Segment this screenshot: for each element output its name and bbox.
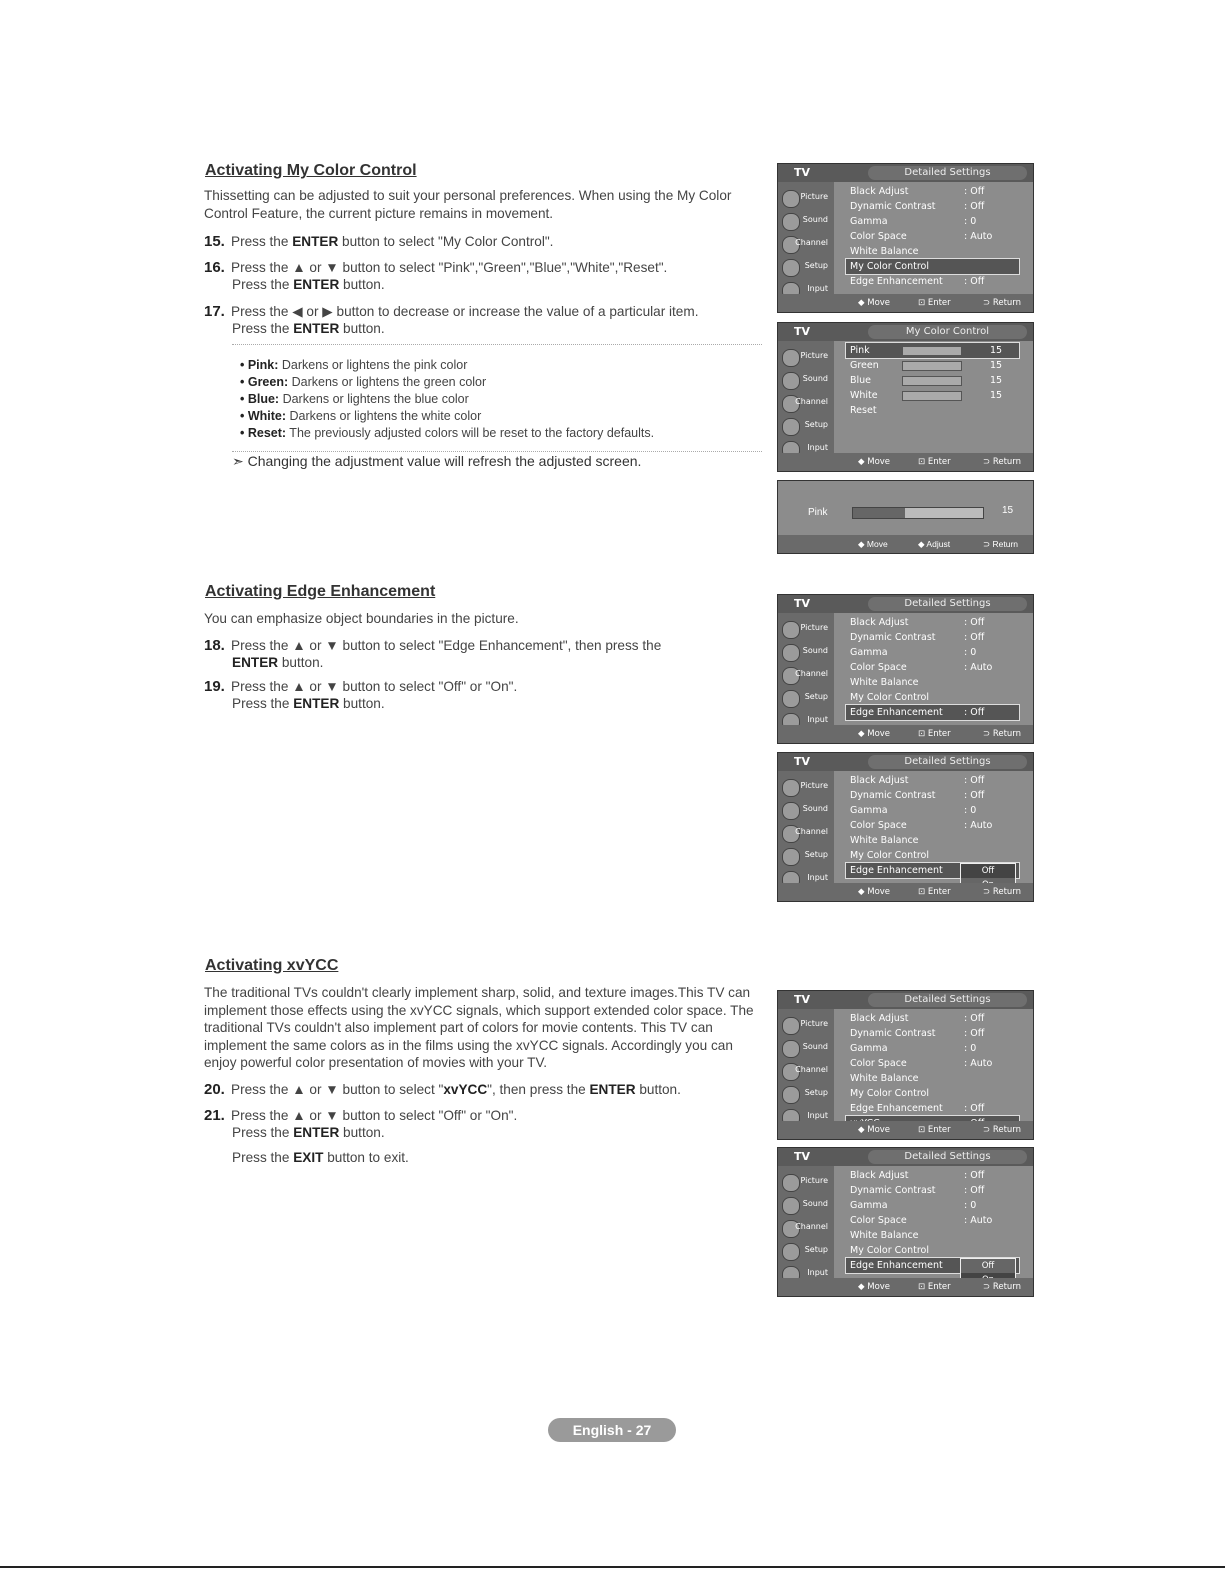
menu-item-label: Gamma bbox=[850, 805, 888, 816]
menu-item[interactable] bbox=[846, 1183, 1019, 1198]
menu-item-value: : Off bbox=[964, 201, 985, 212]
menu-item[interactable] bbox=[846, 773, 1019, 788]
menu-item[interactable] bbox=[846, 660, 1019, 675]
menu-help-bar bbox=[778, 453, 1033, 471]
bullet-text: Darkens or lightens the white color bbox=[286, 409, 482, 423]
menu-sidebar-input[interactable]: Input bbox=[807, 1268, 828, 1277]
step-text: Press the ▲ or ▼ button to select " bbox=[231, 1082, 444, 1097]
menu-item-label: Dynamic Contrast bbox=[850, 201, 936, 212]
menu-item-label: Color Space bbox=[850, 1215, 907, 1226]
menu-help-bar bbox=[778, 883, 1033, 901]
menu-title: Detailed Settings bbox=[868, 1150, 1027, 1164]
menu-item-label: Gamma bbox=[850, 1043, 888, 1054]
menu-help-ret: ⊃ Return bbox=[983, 539, 1018, 549]
menu-item-value: 15 bbox=[990, 375, 1003, 386]
bullet-text: Darkens or lightens the green color bbox=[288, 375, 487, 389]
color-bullet-list bbox=[232, 344, 762, 452]
menu-item[interactable] bbox=[846, 848, 1019, 863]
menu-item[interactable] bbox=[846, 1071, 1019, 1086]
menu-item-value: 15 bbox=[990, 390, 1003, 401]
menu-sidebar-setup[interactable]: Setup bbox=[804, 850, 828, 859]
step-text: button. bbox=[339, 277, 385, 292]
step-number: 16. bbox=[204, 259, 225, 276]
pink-value: 15 bbox=[1002, 505, 1014, 516]
menu-sidebar-sound[interactable]: Sound bbox=[802, 1199, 828, 1208]
menu-item[interactable] bbox=[846, 803, 1019, 818]
menu-help-ret: ⊃ Return bbox=[983, 1125, 1022, 1135]
menu-sidebar-input[interactable]: Input bbox=[807, 1111, 828, 1120]
menu-item-label: Green bbox=[850, 360, 879, 371]
menu-item-label: Black Adjust bbox=[850, 1013, 909, 1024]
menu-sidebar-input[interactable]: Input bbox=[807, 284, 828, 293]
menu-sidebar-channel[interactable]: Channel bbox=[795, 669, 828, 678]
menu-item-value: : Off bbox=[964, 775, 985, 786]
menu-item[interactable] bbox=[846, 1228, 1019, 1243]
menu-item-value: : Off bbox=[964, 1028, 985, 1039]
bullet-label: • Reset: bbox=[240, 426, 287, 440]
menu-sidebar-sound[interactable]: Sound bbox=[802, 374, 828, 383]
menu-item[interactable] bbox=[846, 1041, 1019, 1056]
menu-item-value: : 0 bbox=[964, 647, 977, 658]
menu-item-value: : Off bbox=[964, 186, 985, 197]
step-text: Press the bbox=[232, 321, 294, 336]
menu-help-move: ◆ Move bbox=[858, 887, 891, 897]
xvycc-keyword: xvYCC bbox=[443, 1082, 488, 1097]
pink-slider[interactable] bbox=[852, 507, 984, 519]
menu-help-move: ◆ Move bbox=[858, 539, 888, 549]
bullet-blue bbox=[232, 391, 762, 408]
step-exit bbox=[232, 1149, 792, 1166]
menu-help-enter: ⊡ Enter bbox=[918, 1125, 951, 1135]
menu-item-value: : Off bbox=[964, 617, 985, 628]
menu-help-move: ◆ Move bbox=[858, 729, 891, 739]
menu-item-value: : 0 bbox=[964, 805, 977, 816]
menu-item-label: Color Space bbox=[850, 1058, 907, 1069]
menu-item-value: : Auto bbox=[964, 1215, 993, 1226]
menu-help-bar bbox=[778, 535, 1033, 553]
bullet-text: The previously adjusted colors will be reset to the factory defaults. bbox=[286, 426, 655, 440]
menu-item[interactable] bbox=[846, 833, 1019, 848]
menu-item-label: Blue bbox=[850, 375, 872, 386]
menu-item-value: : Off bbox=[964, 790, 985, 801]
step-19 bbox=[204, 678, 764, 712]
menu-sidebar-setup[interactable]: Setup bbox=[804, 692, 828, 701]
menu-item-value: : Off bbox=[964, 276, 985, 287]
menu-sidebar bbox=[778, 341, 834, 453]
enter-keyword: ENTER bbox=[293, 321, 340, 336]
section-title-xvycc: Activating xvYCC bbox=[205, 957, 339, 974]
menu-title: My Color Control bbox=[868, 325, 1027, 339]
step-number: 17. bbox=[204, 303, 225, 320]
pink-adjust-panel bbox=[777, 480, 1034, 554]
bullet-white bbox=[232, 408, 762, 425]
step-text: button. bbox=[339, 321, 385, 336]
page-footer: English - 27 bbox=[548, 1418, 676, 1442]
page-bottom-rule bbox=[0, 1566, 1225, 1568]
menu-item-value: : Off bbox=[964, 1185, 985, 1196]
menu-item[interactable] bbox=[846, 675, 1019, 690]
menu-item[interactable] bbox=[846, 1101, 1019, 1116]
dropdown-option-off[interactable]: Off bbox=[981, 1261, 995, 1271]
menu-help-bar bbox=[778, 1121, 1033, 1139]
menu-item-slider bbox=[902, 376, 962, 386]
step-text: Press the ▲ or ▼ button to select "Off" or "On". bbox=[231, 1108, 518, 1123]
menu-item[interactable] bbox=[846, 1168, 1019, 1183]
menu-help-ret: ⊃ Return bbox=[983, 887, 1022, 897]
step-text: button to exit. bbox=[323, 1150, 409, 1165]
menu-item-label: Reset bbox=[850, 405, 877, 416]
menu-title: Detailed Settings bbox=[868, 597, 1027, 611]
menu-item-slider bbox=[902, 361, 962, 371]
step-text: button. bbox=[278, 655, 324, 670]
step-text: Press the ▲ or ▼ button to select "Edge Enhancement", then press the bbox=[231, 638, 662, 653]
menu-sidebar-setup[interactable]: Setup bbox=[804, 420, 828, 429]
menu-help-enter: ⊡ Enter bbox=[918, 457, 951, 467]
menu-item[interactable] bbox=[846, 343, 1019, 358]
menu-item-label: Black Adjust bbox=[850, 1170, 909, 1181]
menu-help-enter: ⊡ Enter bbox=[918, 298, 951, 308]
menu-item-label: White Balance bbox=[850, 246, 919, 257]
menu-item-label: My Color Control bbox=[850, 1088, 930, 1099]
tv-menu-panel bbox=[777, 163, 1034, 313]
menu-item-label: White Balance bbox=[850, 1073, 919, 1084]
menu-item-value: : Off bbox=[964, 632, 985, 643]
menu-sidebar-sound[interactable]: Sound bbox=[802, 1042, 828, 1051]
menu-item-value: : Off bbox=[964, 1103, 985, 1114]
enter-keyword: ENTER bbox=[292, 234, 339, 249]
menu-item-value: : 0 bbox=[964, 216, 977, 227]
step-text: Press the bbox=[231, 234, 293, 249]
menu-item[interactable] bbox=[846, 630, 1019, 645]
tv-menu-panel bbox=[777, 1147, 1034, 1297]
menu-item[interactable] bbox=[846, 244, 1019, 259]
menu-rows bbox=[846, 1011, 1019, 1131]
menu-help-enter: ⊡ Enter bbox=[918, 1282, 951, 1292]
menu-help-move: ◆ Move bbox=[858, 1125, 891, 1135]
menu-help-move: ◆ Move bbox=[858, 457, 891, 467]
step-text: ", then press the bbox=[487, 1082, 590, 1097]
tv-menu-panel bbox=[777, 990, 1034, 1140]
menu-item-label: Edge Enhancement bbox=[850, 707, 943, 718]
menu-help-ret: ⊃ Return bbox=[983, 457, 1022, 467]
menu-item[interactable] bbox=[846, 690, 1019, 705]
menu-tv-label: TV bbox=[794, 993, 811, 1006]
menu-sidebar-picture[interactable]: Picture bbox=[800, 1019, 828, 1028]
bullet-label: • Green: bbox=[240, 375, 289, 389]
dropdown-option-off[interactable]: Off bbox=[961, 864, 1015, 878]
menu-item-label: Gamma bbox=[850, 216, 888, 227]
menu-item[interactable] bbox=[846, 259, 1019, 274]
tv-menu-panel bbox=[777, 594, 1034, 744]
menu-item-label: Black Adjust bbox=[850, 617, 909, 628]
step-text: button. bbox=[339, 1125, 385, 1140]
enter-keyword: ENTER bbox=[293, 277, 340, 292]
menu-item-label: Pink bbox=[850, 345, 870, 356]
menu-item-label: Edge Enhancement bbox=[850, 1103, 943, 1114]
menu-item-label: White bbox=[850, 390, 878, 401]
menu-item-label: My Color Control bbox=[850, 261, 930, 272]
menu-item-label: Edge Enhancement bbox=[850, 276, 943, 287]
menu-sidebar-setup[interactable]: Setup bbox=[804, 1088, 828, 1097]
menu-item-label: White Balance bbox=[850, 677, 919, 688]
menu-sidebar-input[interactable]: Input bbox=[807, 873, 828, 882]
enter-keyword: ENTER bbox=[589, 1082, 636, 1097]
menu-sidebar-sound[interactable]: Sound bbox=[802, 646, 828, 655]
menu-item-value: : Auto bbox=[964, 820, 993, 831]
menu-help-move: ◆ Move bbox=[858, 1282, 891, 1292]
bullet-label: • Blue: bbox=[240, 392, 280, 406]
menu-sidebar-channel[interactable]: Channel bbox=[795, 238, 828, 247]
menu-help-ret: ⊃ Return bbox=[983, 729, 1022, 739]
menu-item-label: Dynamic Contrast bbox=[850, 790, 936, 801]
enter-keyword: ENTER bbox=[293, 1125, 340, 1140]
menu-sidebar-channel[interactable]: Channel bbox=[795, 397, 828, 406]
menu-item-label: Dynamic Contrast bbox=[850, 1185, 936, 1196]
menu-item[interactable] bbox=[846, 1243, 1019, 1258]
intro-xvycc: The traditional TVs couldn't clearly implement sharp, solid, and texture images.This TV can implement those effects using the xvYCC signals, which support extended color space. The traditional TVs couldn't also implement part of colors for movie contents. This TV can implement the same colors as in the films using the xvYCC signals. Accordingly you can enjoy powerful color presentation of movies with your TV. bbox=[204, 985, 754, 1070]
menu-title: Detailed Settings bbox=[868, 755, 1027, 769]
menu-item[interactable] bbox=[846, 274, 1019, 289]
menu-item-label: My Color Control bbox=[850, 850, 930, 861]
menu-item[interactable] bbox=[846, 788, 1019, 803]
exit-keyword: EXIT bbox=[293, 1150, 324, 1165]
menu-item-value: : 0 bbox=[964, 1200, 977, 1211]
menu-item-value: 15 bbox=[990, 345, 1003, 356]
menu-item[interactable] bbox=[846, 645, 1019, 660]
step-text: Press the bbox=[232, 696, 294, 711]
menu-item-label: Dynamic Contrast bbox=[850, 632, 936, 643]
menu-item-value: : Off bbox=[964, 1170, 985, 1181]
tv-menu-panel bbox=[777, 752, 1034, 902]
menu-item-value: : Off bbox=[964, 707, 985, 718]
menu-sidebar-input[interactable]: Input bbox=[807, 715, 828, 724]
step-number: 21. bbox=[204, 1107, 225, 1124]
menu-item[interactable] bbox=[846, 1086, 1019, 1101]
menu-item-label: My Color Control bbox=[850, 692, 930, 703]
menu-item-label: Color Space bbox=[850, 231, 907, 242]
menu-help-bar bbox=[778, 294, 1033, 312]
menu-item-label: Gamma bbox=[850, 1200, 888, 1211]
menu-rows bbox=[846, 615, 1019, 720]
menu-item[interactable] bbox=[846, 403, 1019, 418]
menu-item[interactable] bbox=[846, 1213, 1019, 1228]
menu-item-value: : Auto bbox=[964, 662, 993, 673]
menu-sidebar bbox=[778, 182, 834, 294]
menu-item-value: : Off bbox=[964, 1013, 985, 1024]
menu-item[interactable] bbox=[846, 1056, 1019, 1071]
menu-item-value: : Auto bbox=[964, 231, 993, 242]
pink-slider-fill bbox=[853, 508, 905, 518]
menu-item[interactable] bbox=[846, 818, 1019, 833]
step-text: button to select "My Color Control". bbox=[338, 234, 554, 249]
step-text: button. bbox=[635, 1082, 681, 1097]
menu-sidebar-picture[interactable]: Picture bbox=[800, 351, 828, 360]
menu-help-bar bbox=[778, 1278, 1033, 1296]
menu-item-label: White Balance bbox=[850, 835, 919, 846]
menu-item-label: Black Adjust bbox=[850, 186, 909, 197]
menu-item[interactable] bbox=[846, 615, 1019, 630]
step-17 bbox=[204, 303, 764, 337]
step-text: Press the bbox=[232, 277, 294, 292]
step-text: Press the ▲ or ▼ button to select "Off" or "On". bbox=[231, 679, 518, 694]
menu-rows bbox=[846, 184, 1019, 289]
menu-rows bbox=[846, 343, 1019, 418]
menu-item-label: Black Adjust bbox=[850, 775, 909, 786]
bullet-text: Darkens or lightens the pink color bbox=[278, 358, 468, 372]
menu-sidebar-picture[interactable]: Picture bbox=[800, 623, 828, 632]
menu-item-value: : Auto bbox=[964, 1058, 993, 1069]
menu-item[interactable] bbox=[846, 388, 1019, 403]
section-title-edge-enhancement: Activating Edge Enhancement bbox=[205, 583, 436, 600]
menu-sidebar-setup[interactable]: Setup bbox=[804, 1245, 828, 1254]
menu-item[interactable] bbox=[846, 1198, 1019, 1213]
step-number: 20. bbox=[204, 1081, 225, 1098]
menu-sidebar-setup[interactable]: Setup bbox=[804, 261, 828, 270]
step-number: 19. bbox=[204, 678, 225, 695]
menu-item[interactable] bbox=[846, 1026, 1019, 1041]
menu-item-label: My Color Control bbox=[850, 1245, 930, 1256]
menu-item[interactable] bbox=[846, 199, 1019, 214]
menu-item-label: Dynamic Contrast bbox=[850, 1028, 936, 1039]
bullet-green bbox=[232, 374, 762, 391]
step-15 bbox=[204, 233, 764, 250]
menu-sidebar-channel[interactable]: Channel bbox=[795, 1222, 828, 1231]
menu-sidebar-sound[interactable]: Sound bbox=[802, 804, 828, 813]
menu-sidebar bbox=[778, 613, 834, 725]
menu-tv-label: TV bbox=[794, 597, 811, 610]
menu-sidebar bbox=[778, 1166, 834, 1278]
menu-help-move: ◆ Move bbox=[858, 298, 891, 308]
intro-edge-enhancement: You can emphasize object boundaries in the picture. bbox=[204, 611, 519, 626]
menu-item[interactable] bbox=[846, 358, 1019, 373]
menu-tv-label: TV bbox=[794, 325, 811, 338]
menu-sidebar-picture[interactable]: Picture bbox=[800, 781, 828, 790]
menu-item-value: 15 bbox=[990, 360, 1003, 371]
step-text: button. bbox=[339, 696, 385, 711]
menu-tv-label: TV bbox=[794, 1150, 811, 1163]
menu-item[interactable] bbox=[846, 373, 1019, 388]
bullet-reset bbox=[232, 425, 762, 442]
menu-help-enter: ⊡ Enter bbox=[918, 887, 951, 897]
menu-sidebar bbox=[778, 1009, 834, 1121]
menu-item-label: Gamma bbox=[850, 647, 888, 658]
menu-item[interactable] bbox=[846, 705, 1019, 720]
bullet-text: Darkens or lightens the blue color bbox=[279, 392, 469, 406]
menu-item-label: Color Space bbox=[850, 820, 907, 831]
note-refresh: ➣ Changing the adjustment value will refresh the adjusted screen. bbox=[232, 453, 642, 469]
menu-sidebar-picture[interactable]: Picture bbox=[800, 192, 828, 201]
menu-item-label: Edge Enhancement bbox=[850, 1260, 943, 1271]
menu-title: Detailed Settings bbox=[868, 993, 1027, 1007]
menu-sidebar-sound[interactable]: Sound bbox=[802, 215, 828, 224]
menu-item-label: Color Space bbox=[850, 662, 907, 673]
tv-menu-panel bbox=[777, 322, 1034, 472]
menu-item[interactable] bbox=[846, 214, 1019, 229]
menu-tv-label: TV bbox=[794, 755, 811, 768]
menu-item[interactable] bbox=[846, 184, 1019, 199]
menu-item-label: White Balance bbox=[850, 1230, 919, 1241]
intro-my-color-control: Thissetting can be adjusted to suit your personal preferences. When using the My Color Control Feature, the current picture remains in movement. bbox=[204, 188, 732, 221]
step-text: Press the ◀ or ▶ button to decrease or increase the value of a particular item. bbox=[231, 304, 699, 319]
step-text: Press the bbox=[232, 1125, 294, 1140]
menu-item-value: : 0 bbox=[964, 1043, 977, 1054]
menu-item-slider bbox=[902, 346, 962, 356]
bullet-label: • Pink: bbox=[240, 358, 279, 372]
bullet-pink bbox=[232, 357, 762, 374]
menu-help-enter: ⊡ Enter bbox=[918, 729, 951, 739]
step-number: 15. bbox=[204, 233, 225, 250]
step-number: 18. bbox=[204, 637, 225, 654]
step-16 bbox=[204, 259, 764, 293]
menu-help-bar bbox=[778, 725, 1033, 743]
section-title-my-color-control: Activating My Color Control bbox=[205, 162, 417, 179]
menu-item[interactable] bbox=[846, 229, 1019, 244]
pink-label: Pink bbox=[808, 507, 828, 518]
enter-keyword: ENTER bbox=[232, 655, 279, 670]
menu-tv-label: TV bbox=[794, 166, 811, 179]
menu-item-label: Edge Enhancement bbox=[850, 865, 943, 876]
menu-sidebar-picture[interactable]: Picture bbox=[800, 1176, 828, 1185]
bullet-label: • White: bbox=[240, 409, 287, 423]
menu-sidebar-channel[interactable]: Channel bbox=[795, 1065, 828, 1074]
menu-sidebar bbox=[778, 771, 834, 883]
menu-item[interactable] bbox=[846, 1011, 1019, 1026]
step-text: Press the ▲ or ▼ button to select "Pink","Green","Blue","White","Reset". bbox=[231, 260, 668, 275]
menu-help-ret: ⊃ Return bbox=[983, 1282, 1022, 1292]
step-text: Press the bbox=[232, 1150, 294, 1165]
menu-title: Detailed Settings bbox=[868, 166, 1027, 180]
menu-sidebar-input[interactable]: Input bbox=[807, 443, 828, 452]
menu-sidebar-channel[interactable]: Channel bbox=[795, 827, 828, 836]
enter-keyword: ENTER bbox=[293, 696, 340, 711]
menu-item-slider bbox=[902, 391, 962, 401]
step-18 bbox=[204, 637, 764, 671]
menu-help-ret: ⊃ Return bbox=[983, 298, 1022, 308]
step-20 bbox=[204, 1081, 764, 1098]
menu-help-adjust: ◆ Adjust bbox=[918, 539, 951, 549]
step-21 bbox=[204, 1107, 764, 1141]
